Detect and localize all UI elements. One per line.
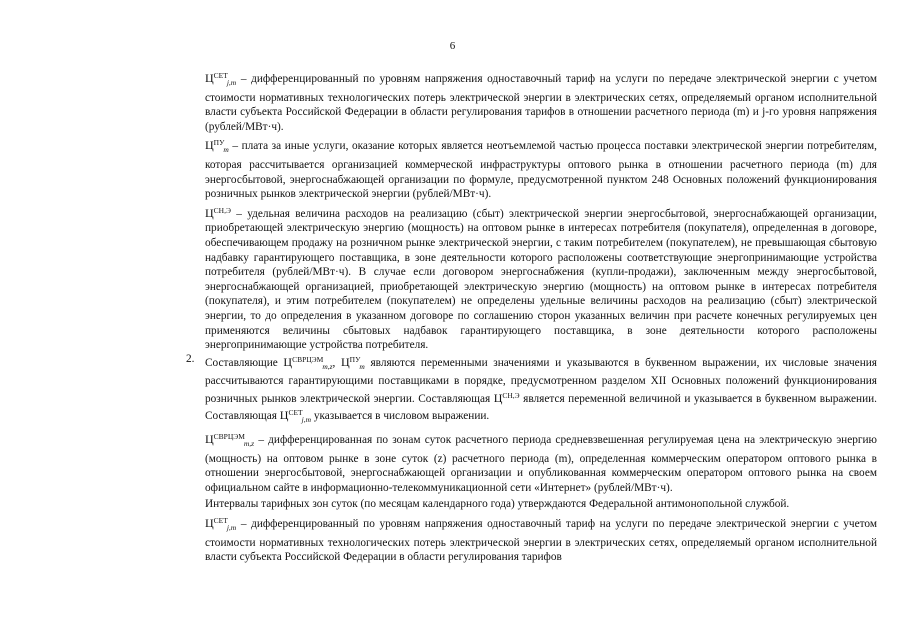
- symbol-c-svr: $Ц^{СВРЦЭМ}_{m,z}$: [205, 432, 255, 449]
- symbol-c-set: $Ц^{СЕТ}_{j,m}$: [279, 408, 311, 425]
- paragraph-tariff-set-repeat: $Ц^{СЕТ}_{j,m}$ – дифференцированный по уровням напряжения одноставочный тариф на услуги по передаче электрической энергии с учетом стоимости нормативных технологических потерь электрической энергии в электрических сетях, определяемый органом исполнительной власти субъекта Российской Федерации в области регулирования тарифов: [205, 516, 878, 564]
- paragraph-tariff-zones: Интервалы тарифных зон суток (по месяцам календарного года) утверждаются Федеральной антимонопольной службой.: [205, 498, 790, 511]
- symbol-c-pu: $Ц^{ПУ}_m$: [205, 138, 229, 155]
- symbol-c-sbe: $Ц^{СН,Э}$: [205, 205, 231, 220]
- list-item-number: 2.: [186, 352, 195, 365]
- symbol-c-pu: $Ц^{ПУ}_m$: [340, 354, 365, 371]
- symbol-c-set: $Ц^{СЕТ}_{j,m}$: [205, 516, 237, 533]
- paragraph-tariff-set: $Ц^{СЕТ}_{j,m}$ – дифференцированный по уровням напряжения одноставочный тариф на услуги по передаче электрической энергии с учетом стоимости нормативных технологических потерь электрической энергии в электрических сетях, определяемый органом исполнительной власти субъекта Российской Федерации в области регулирования тарифов в отношении расчетного периода (m) и j-го уровня напряжения (рублей/МВт·ч).: [205, 71, 878, 133]
- symbol-c-sbe: $Ц^{СН,Э}$: [493, 390, 520, 405]
- document-body: [205, 69, 877, 565]
- symbol-c-set: $Ц^{СЕТ}_{j,m}$: [205, 71, 237, 87]
- paragraph-sales-expenses: $Ц^{СН,Э}$ – удельная величина расходов на реализацию (сбыт) электрической энергии энергосбытовой, энергоснабжающей организации, приобретающей электрическую энергию (мощность) на оптовом рынке в интересах потребителя (покупателя), определенная в договоре, обеспечивающем продажу на розничном рынке электрической энергии, с таким потребителем (покупателем), не превышающая сбытовую надбавку гарантирующего поставщика, в зоне деятельности которого расположены соответствующие энергопринимающие устройства потребителя (рублей/МВт·ч). В случае если договором энергоснабжения (купли-продажи), заключенным между энергосбытовой, энергоснабжающей организацией, приобретающей электрическую энергию (мощность) на оптовом рынке в интересах потребителя (покупателя), и этим потребителем (покупателем) не определены удельные величины расходов на реализацию (сбыт) электрической энергии, то до определения в указанном договоре по соглашению сторон указанных величин при расчете конечных регулируемых цен применяются величины сбытовых надбавок гарантирующего поставщика, в зоне деятельности которого расположены энергопринимающие устройства потребителя.: [205, 205, 877, 352]
- paragraph-weighted-price: $Ц^{СВРЦЭМ}_{m,z}$ – дифференцированная по зонам суток расчетного периода средневзвешенная регулируемая цена на электрическую энергию (мощность) на оптовом рынке в зоне суток (z) расчетного периода (m), определенная коммерческим оператором оптового рынка в отношении энергосбытовой, энергоснабжающей организации и опубликованная коммерческим оператором оптового рынка на своем официальном сайте в информационно-телекоммуникационной сети «Интернет» (рублей/МВт·ч).: [205, 432, 877, 494]
- symbol-c-svr: $Ц^{СВРЦЭМ}_{m,z}$: [283, 354, 333, 371]
- paragraph-item-2: Составляющие $Ц^{СВРЦЭМ}_{m,z}$, $Ц^{ПУ}_m$ являются переменными значениями и указываются в буквенном выражении, их числовые значения рассчитываются гарантирующими поставщиками в порядке, предусмотренном разделом XII Основных положений функционирования розничных рынков электрической энергии. Составляющая $Ц^{СН,Э}$ является переменной величиной и указывается в буквенном выражении. Составляющая $Ц^{СЕТ}_{j,m}$ указывается в числовом выражении.: [205, 354, 877, 425]
- page-number: 6: [449, 40, 456, 52]
- paragraph-other-services-fee: $Ц^{ПУ}_m$ – плата за иные услуги, оказание которых является неотъемлемой частью процесса поставки электрической энергии потребителям, которая рассчитывается организацией коммерческой инфраструктуры оптового рынка в отношении расчетного периода (m) для энергосбытовой, энергоснабжающей организации по формуле, предусмотренной пунктом 248 Основных положений функционирования розничных рынков электрической энергии (рублей/МВт·ч).: [205, 138, 877, 201]
